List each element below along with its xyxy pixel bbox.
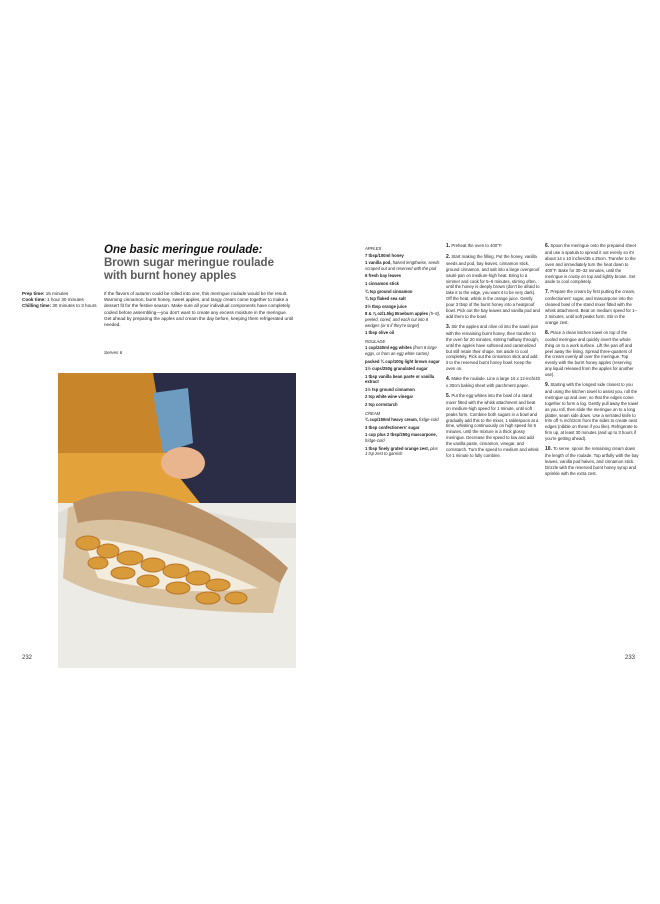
method-column-2 bbox=[545, 243, 639, 481]
ingredients-header-apples: APPLES bbox=[365, 246, 382, 251]
ingredients-list bbox=[365, 243, 441, 459]
page-number-left: 232 bbox=[22, 655, 33, 661]
ingredient-item: 7 tbsp/100ml honey bbox=[365, 252, 404, 258]
timing-chill: Chilling time: 30 minutes to 3 hours bbox=[22, 303, 97, 308]
method-step: 1. Preheat the oven to 400°F. bbox=[446, 243, 503, 249]
roulade-photo bbox=[58, 373, 296, 668]
method-step: 4. Make the roulade. Line a large 16 x 12-inch/40 x 30cm baking sheet with parchment paper. bbox=[446, 376, 540, 389]
method-step: 9. Starting with the longest side closest to you and using the kitchen towel to assist you, roll the meringue up and over, so that the edges come together to form a log. Gently pull away the towel as you roll, then slide the meringue on to a long platter, seam side down. Use a serrated knife to trim off ¾ inch/2cm from the sides to create neat edges (nibble on these if you like). Refrigerate to firm up, at least 30 minutes (and up to 3 hours if you're getting ahead). bbox=[545, 382, 639, 442]
ingredient-item: 1 cup plus 2 tbsp/250g mascarpone, fridge-cold bbox=[365, 432, 437, 444]
method-step: 7. Prepare the cream by first putting the cream, confectioners' sugar, and mascarpone into the cleaned bowl of the stand mixer fitted with the whisk attachment. Beat on medium speed for 1–2 minutes, until soft peaks form. Stir in the orange zest. bbox=[545, 289, 637, 325]
ingredient-item: ¾ cup/150ml heavy cream, fridge-cold bbox=[365, 417, 439, 423]
ingredient-item: 2 tsp cornstarch bbox=[365, 402, 398, 408]
ingredient-item: 1 cup/240ml egg whites (from 8 large eggs, or from an egg white carton) bbox=[365, 345, 437, 356]
method-step: 8. Place a clean kitchen towel on top of the cooled meringue and quickly invert the whole thing on to a work surface. Lift the pan off and peel away the lining. Spread three-quarters of the cream evenly all over the meringue. Top evenly with the burnt honey apples (reserving any liquid released from the apples for another use). bbox=[545, 329, 634, 378]
ingredient-item: 1 tbsp finely grated orange zest, plus 1 tsp zest to garnish bbox=[365, 445, 438, 457]
method-step: 10. To serve, spoon the remaining cream down the length of the roulade. Top artfully with the bay leaves, vanilla pod halves, and cinnamon stick. Drizzle with the reserved burnt honey syrup and sprinkle with the extra zest. bbox=[545, 446, 639, 476]
ingredients-header-roulade: ROULADE bbox=[365, 338, 386, 344]
method-step: 6. Spoon the meringue onto the prepared sheet and use a spatula to spread it out evenly so it's about 14 x 10 inches/35 x 25cm. Transfer to the oven and immediately turn the heat down to 400°F. Bake for 30–32 minutes, until the meringue is crusty on top and lightly brown. Set aside to cool completely. bbox=[545, 243, 636, 285]
serves-count: Serves 6 bbox=[104, 350, 123, 355]
timing-info bbox=[22, 291, 102, 309]
recipe-title-line2: Brown sugar meringue roulade bbox=[104, 257, 274, 269]
method-step: 2. Start making the filling. Put the honey, vanilla seeds and pod, bay leaves, cinnamon stick, ground cinnamon, and salt into a large ovenproof sauté pan on medium-high heat. Bring to a simmer and cook for 5–6 minutes, stirring often, until the honey is deeply brown (don't be afraid to take it to the edge, you want it to be very dark). Off the heat, whisk in the orange juice. Gently pour 3 tbsp of the burnt honey into a heatproof bowl. Pick out the bay leaves and vanilla pod and add them to the bowl. bbox=[446, 253, 540, 319]
recipe-intro: If the flavors of autumn could be rolled into one, this meringue roulade would be the result. Warming cinnamon, burnt honey, sweet apples, and tangy cream come together to make a dessert fit for the festive season. Make sure all your individual components have completely cooled before assembling—you don't want to create any excess moisture in the meringue. Get ahead by preparing the apples and cream the day before, keeping them refrigerated until needed. bbox=[104, 291, 293, 328]
ingredient-item: ¾ tsp ground cinnamon bbox=[365, 288, 413, 294]
recipe-title-line1: One basic meringue roulade: bbox=[104, 244, 263, 256]
ingredient-item: 2 tsp white wine vinegar bbox=[365, 394, 414, 400]
ingredient-item: 3 tbsp confectioners' sugar bbox=[365, 424, 420, 430]
timing-prep: Prep time: 15 minutes bbox=[22, 291, 69, 296]
method-step: 3. Stir the apples and olive oil into the sauté pan with the remaining burnt honey, then transfer to the oven for 20 minutes, stirring halfway through, until the apples have softened and caramelized but still retain their shape. Set aside to cool completely. Pick out the cinnamon stick and add it to the reserved burnt honey bowl. Keep the oven on. bbox=[446, 323, 539, 372]
ingredient-item: 1 vanilla pod, halved lengthwise, seeds scraped out and reserved with the pod bbox=[365, 260, 440, 271]
ingredient-item: 1 cinnamon stick bbox=[365, 280, 399, 286]
ingredient-item: 1 tbsp vanilla bean paste or vanilla extract bbox=[365, 373, 435, 385]
ingredient-item: 1½ cups/250g granulated sugar bbox=[365, 366, 428, 372]
ingredient-item: 1½ tsp ground cinnamon bbox=[365, 386, 415, 392]
ingredient-item: ¾ tsp flaked sea salt bbox=[365, 296, 406, 302]
page-number-right: 233 bbox=[625, 655, 636, 661]
ingredient-item: packed ¾ cup/100g light brown sugar bbox=[365, 358, 440, 364]
ingredients-header-cream: CREAM bbox=[365, 410, 381, 416]
ingredient-item: 1 tbsp olive oil bbox=[365, 330, 395, 336]
recipe-title-line3: with burnt honey apples bbox=[104, 270, 237, 282]
method-step: 5. Put the egg whites into the bowl of a stand mixer fitted with the whisk attachment and beat on medium-high speed for 1 minute, until soft peaks form. Combine both sugars in a bowl and gradually add this to the mixer, 1 tablespoon at a time, whisking continuously on high speed for 6 minutes, until the mixture is a thick glossy meringue. Decrease the speed to low and add the vanilla paste, cinnamon, vinegar, and cornstarch. Turn the speed to medium and whisk for 1 minute to fully combine. bbox=[446, 392, 539, 458]
recipe-title bbox=[104, 244, 354, 283]
timing-cook: Cook time: 1 hour 30 minutes bbox=[22, 297, 84, 302]
ingredient-item: 8 & ⅞ oz/1.5kg Braeburn apples (5–8), peeled, cored, and each cut into 8 wedges (or 6 if they're larger) bbox=[365, 311, 441, 328]
ingredient-item: 6 fresh bay leaves bbox=[365, 273, 402, 279]
method-column-1 bbox=[446, 243, 540, 463]
ingredient-item: 3½ tbsp orange juice bbox=[365, 303, 407, 309]
